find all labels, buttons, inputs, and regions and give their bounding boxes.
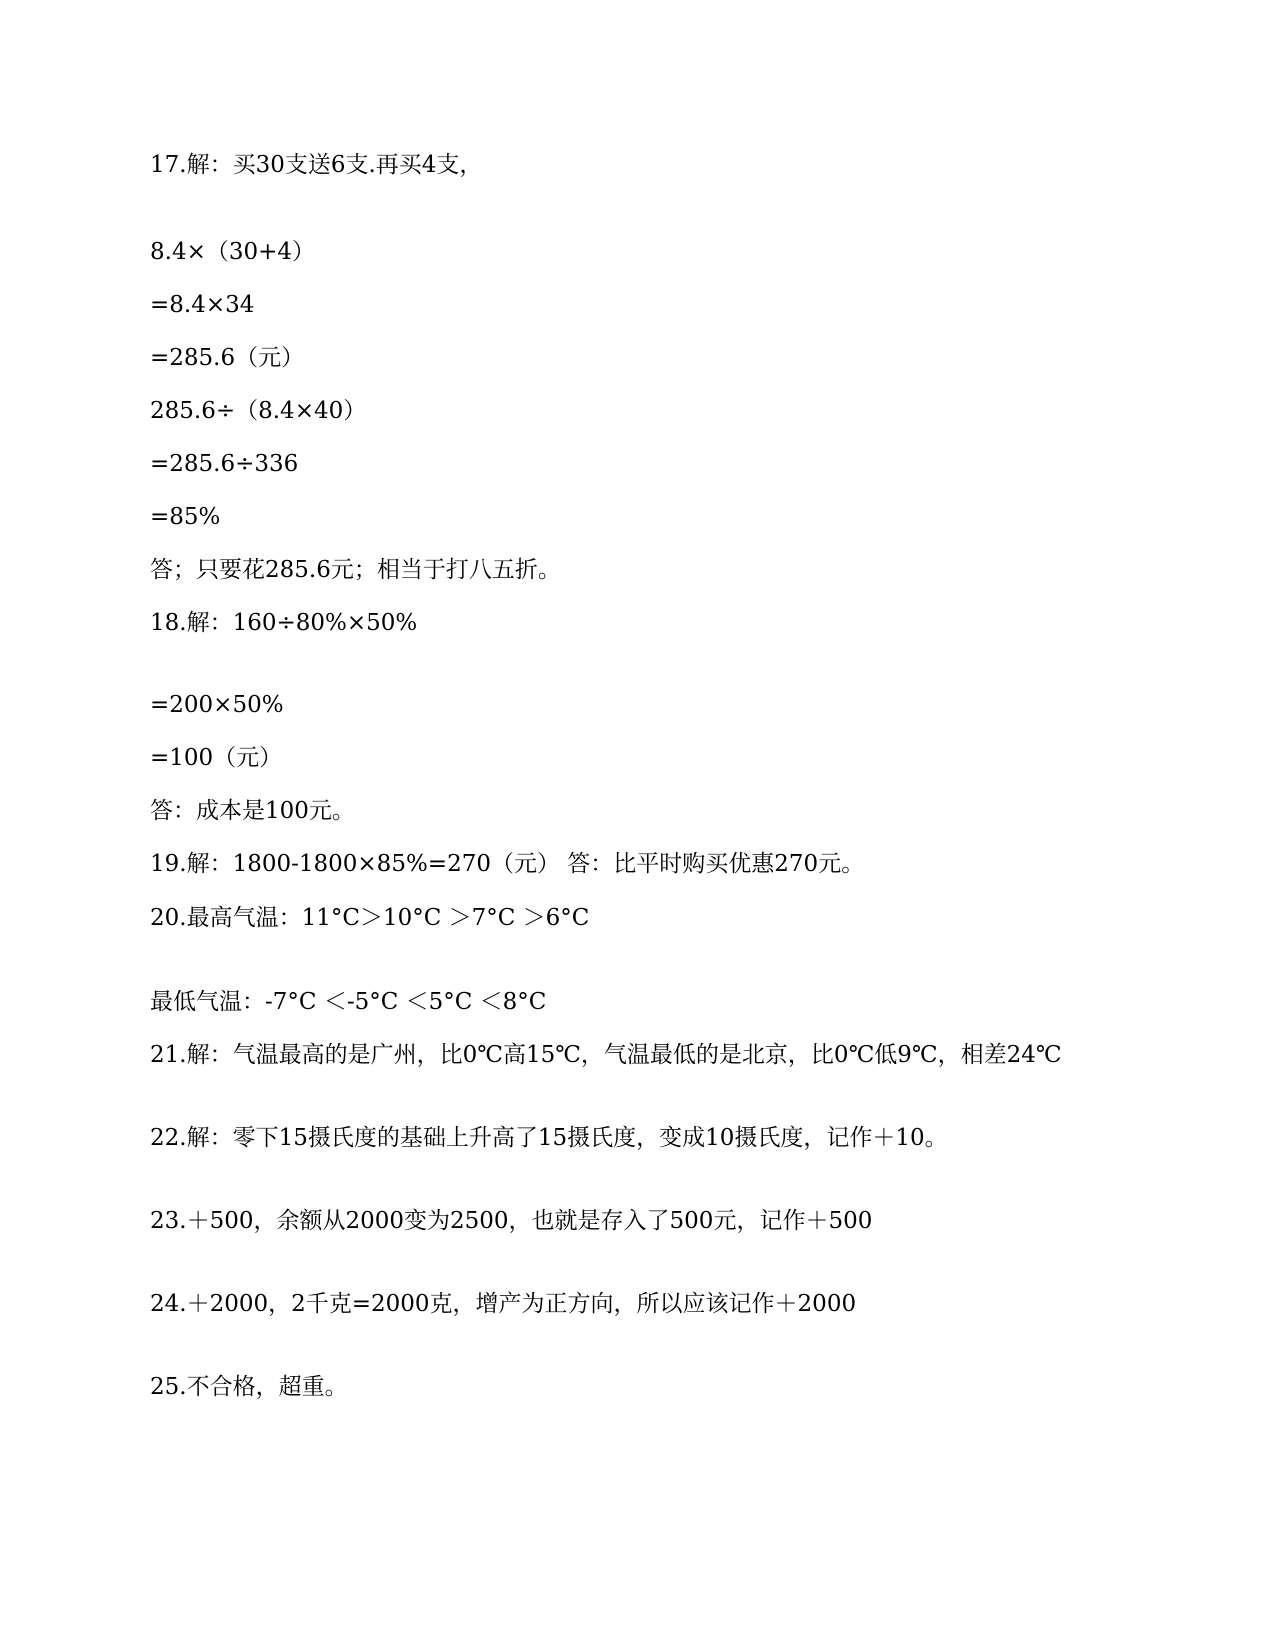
answer-23: 23.＋500，余额从2000变为2500，也就是存入了500元，记作＋500 — [150, 1208, 873, 1234]
answer-17-conclusion: 答；只要花285.6元；相当于打八五折。 — [150, 557, 561, 583]
answer-17-step-2: =8.4×34 — [150, 292, 255, 318]
answer-24: 24.＋2000，2千克=2000克，增产为正方向，所以应该记作＋2000 — [150, 1291, 857, 1317]
answer-17-step-1: 8.4×（30+4） — [150, 239, 316, 265]
answer-20-lowest: 最低气温：-7°C ＜-5°C ＜5°C ＜8°C — [150, 989, 547, 1015]
answer-17-step-4: 285.6÷（8.4×40） — [150, 398, 367, 424]
answer-18-conclusion: 答：成本是100元。 — [150, 798, 355, 824]
answer-25: 25.不合格，超重。 — [150, 1374, 348, 1400]
answer-21: 21.解：气温最高的是广州，比0℃高15℃，气温最低的是北京，比0℃低9℃，相差24℃ — [150, 1042, 1062, 1068]
answer-18-header: 18.解：160÷80%×50% — [150, 610, 418, 636]
answer-19: 19.解：1800-1800×85%=270（元） 答：比平时购买优惠270元。 — [150, 851, 865, 877]
answer-18-step-1: =200×50% — [150, 692, 284, 718]
answer-17-step-5: =285.6÷336 — [150, 451, 299, 477]
answer-18-step-2: =100（元） — [150, 745, 283, 771]
answer-20-highest: 20.最高气温：11°C＞10°C ＞7°C ＞6°C — [150, 905, 590, 931]
answer-22: 22.解：零下15摄氏度的基础上升高了15摄氏度，变成10摄氏度，记作＋10。 — [150, 1125, 948, 1151]
answer-17-header: 17.解：买30支送6支.再买4支， — [150, 152, 483, 178]
answer-17-step-6: =85% — [150, 504, 221, 530]
answer-17-step-3: =285.6（元） — [150, 345, 305, 371]
